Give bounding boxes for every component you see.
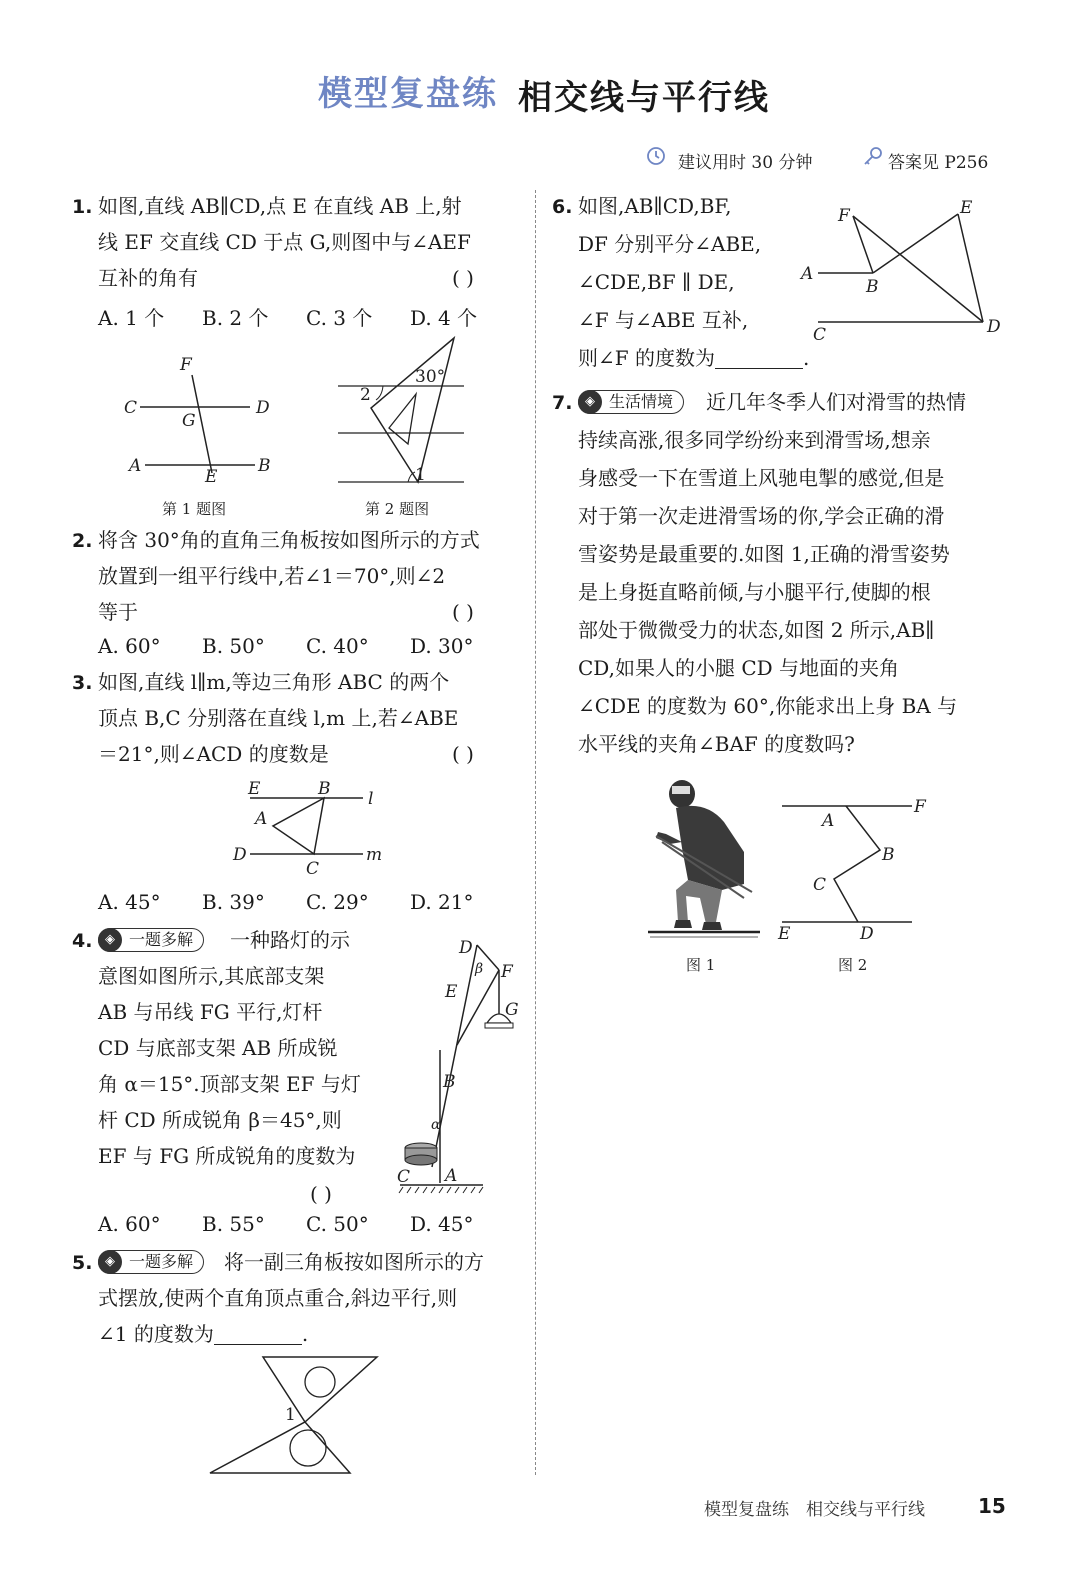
suggested-time: 建议用时 30 分钟 <box>678 153 813 173</box>
q7-number: 7. <box>552 392 573 414</box>
q6-line-4: ∠F 与∠ABE 互补, <box>578 308 749 332</box>
q4-label-d: D <box>459 938 473 958</box>
q5-tag <box>98 1250 204 1274</box>
q5-line-1: 将一副三角板按如图所示的方 <box>224 1250 484 1274</box>
q3-figure <box>228 776 398 880</box>
q3-label-d: D <box>233 845 247 865</box>
q7-line-8: CD,如果人的小腿 CD 与地面的夹角 <box>578 656 900 680</box>
title-section-name: 模型复盘练 <box>318 74 498 114</box>
q4-tag-label: 一题多解 <box>129 930 194 949</box>
q4-line-4: CD 与底部支架 AB 所成锐 <box>98 1036 338 1060</box>
cube-icon: ◈ <box>578 390 602 414</box>
q2-option-a: A. 60° <box>98 634 161 658</box>
q1-label-d: D <box>256 398 270 418</box>
q7-line-7: 部处于微微受力的状态,如图 2 所示,AB∥ <box>578 618 935 642</box>
q7-figure-1-caption: 图 1 <box>686 956 716 974</box>
q5-answer-blank[interactable] <box>214 1322 302 1345</box>
q2-line-2: 放置到一组平行线中,若∠1＝70°,则∠2 <box>98 564 446 588</box>
q2-answer-paren: ( ) <box>452 600 474 624</box>
q4-option-b: B. 55° <box>202 1212 265 1236</box>
footer-text: 模型复盘练 相交线与平行线 <box>704 1500 925 1520</box>
q7-tag-label: 生活情境 <box>609 392 674 411</box>
q7-fig2-label-d: D <box>860 924 874 944</box>
q1-line-2: 线 EF 交直线 CD 于点 G,则图中与∠AEF <box>98 230 471 254</box>
q4-number: 4. <box>72 930 93 952</box>
q3-line-2: 顶点 B,C 分别落在直线 l,m 上,若∠ABE <box>98 706 459 730</box>
q1-label-g: G <box>182 411 196 431</box>
q4-label-beta: β <box>475 961 484 977</box>
q1-option-a: A. 1 个 <box>98 306 165 330</box>
q1-line-3: 互补的角有 <box>98 266 198 290</box>
q7-tag <box>578 390 684 414</box>
q6-line-5 <box>578 340 809 376</box>
q3-label-a: A <box>255 809 268 829</box>
q2-option-c: C. 40° <box>306 634 369 658</box>
q4-line-6: 杆 CD 所成锐角 β＝45°,则 <box>98 1108 342 1132</box>
q1-number: 1. <box>72 196 93 218</box>
q6-line-3: ∠CDE,BF ∥ DE, <box>578 270 735 294</box>
key-icon <box>862 146 884 166</box>
q4-line-1: 一种路灯的示 <box>230 928 350 952</box>
q3-line-1: 如图,直线 l∥m,等边三角形 ABC 的两个 <box>98 670 450 694</box>
q6-label-b: B <box>866 277 879 297</box>
q3-option-a: A. 45° <box>98 890 161 914</box>
q4-line-7: EF 与 FG 所成锐角的度数为 <box>98 1144 356 1168</box>
q4-line-5: 角 α＝15°.顶部支架 EF 与灯 <box>98 1072 361 1096</box>
q7-line-10: 水平线的夹角∠BAF 的度数吗? <box>578 732 855 756</box>
page-title: 相交线与平行线 <box>518 78 770 118</box>
q6-line-5-text: 则∠F 的度数为 <box>578 346 715 370</box>
q1-figure <box>120 350 280 490</box>
q5-figure <box>205 1355 385 1479</box>
q6-label-a: A <box>801 264 814 284</box>
q2-figure <box>338 336 468 486</box>
q2-label-2: 2 <box>360 385 371 405</box>
q3-label-l: l <box>368 789 374 809</box>
q7-fig2-label-f: F <box>914 797 926 817</box>
q4-label-c: C <box>397 1167 411 1187</box>
q6-answer-blank[interactable] <box>715 346 803 369</box>
q3-option-d: D. 21° <box>410 890 474 914</box>
q4-label-a: A <box>445 1166 458 1186</box>
q6-line-1: 如图,AB∥CD,BF, <box>578 194 732 218</box>
q4-label-b: B <box>443 1072 456 1092</box>
q5-line-3-text: ∠1 的度数为 <box>98 1322 214 1346</box>
q7-fig2-label-b: B <box>882 845 895 865</box>
q5-line-2: 式摆放,使两个直角顶点重合,斜边平行,则 <box>98 1286 458 1310</box>
q7-skier-illustration <box>648 772 763 944</box>
q4-line-3: AB 与吊线 FG 平行,灯杆 <box>98 1000 323 1024</box>
q4-option-d: D. 45° <box>410 1212 474 1236</box>
q4-line-2: 意图如图所示,其底部支架 <box>98 964 325 988</box>
q7-line-2: 持续高涨,很多同学纷纷来到滑雪场,想亲 <box>578 428 931 452</box>
q3-answer-paren: ( ) <box>452 742 474 766</box>
q4-figure <box>395 935 525 1205</box>
column-divider <box>535 190 536 1475</box>
q5-end: . <box>301 1322 309 1346</box>
q3-label-c: C <box>306 859 320 879</box>
cube-icon: ◈ <box>98 1250 122 1274</box>
q1-label-b: B <box>258 456 271 476</box>
q4-option-a: A. 60° <box>98 1212 161 1236</box>
q6-label-f: F <box>838 206 850 226</box>
q2-label-30: 30° <box>415 367 446 387</box>
q7-line-6: 是上身挺直略前倾,与小腿平行,使脚的根 <box>578 580 931 604</box>
q2-option-d: D. 30° <box>410 634 474 658</box>
q3-option-b: B. 39° <box>202 890 265 914</box>
q5-number: 5. <box>72 1252 93 1274</box>
q7-line-1: 近几年冬季人们对滑雪的热情 <box>706 390 966 414</box>
q1-label-e: E <box>205 467 218 487</box>
q6-figure <box>798 194 1008 344</box>
q6-number: 6. <box>552 196 573 218</box>
q3-number: 3. <box>72 672 93 694</box>
q4-label-alpha: α <box>431 1117 441 1133</box>
q6-end: . <box>803 346 810 370</box>
q3-line-3: ＝21°,则∠ACD 的度数是 <box>98 742 329 766</box>
q4-label-g: G <box>505 1000 519 1020</box>
q4-label-e: E <box>445 982 458 1002</box>
q1-label-f: F <box>180 355 192 375</box>
q2-figure-caption: 第 2 题图 <box>365 500 430 518</box>
q1-label-c: C <box>124 398 138 418</box>
q7-line-3: 身感受一下在雪道上风驰电掣的感觉,但是 <box>578 466 945 490</box>
q6-label-c: C <box>813 325 827 345</box>
q1-option-b: B. 2 个 <box>202 306 269 330</box>
q6-label-d: D <box>987 317 1001 337</box>
q7-fig2-label-c: C <box>813 875 827 895</box>
q4-option-c: C. 50° <box>306 1212 369 1236</box>
q7-fig2-label-e: E <box>778 924 791 944</box>
q3-label-e: E <box>248 779 261 799</box>
q4-answer-paren: ( ) <box>310 1182 332 1206</box>
q7-line-5: 雪姿势是最重要的.如图 1,正确的滑雪姿势 <box>578 542 950 566</box>
clock-icon <box>646 146 666 166</box>
q7-figure-2 <box>778 792 938 952</box>
q2-label-1: 1 <box>415 465 426 485</box>
q7-figure-2-caption: 图 2 <box>838 956 868 974</box>
q1-option-d: D. 4 个 <box>410 306 478 330</box>
q3-option-c: C. 29° <box>306 890 369 914</box>
answer-reference: 答案见 P256 <box>888 153 989 173</box>
q5-tag-label: 一题多解 <box>129 1252 194 1271</box>
q5-line-3 <box>98 1316 308 1352</box>
q4-label-f: F <box>501 962 513 982</box>
cube-icon: ◈ <box>98 928 122 952</box>
q3-label-m: m <box>366 845 383 865</box>
q7-fig2-label-a: A <box>822 811 835 831</box>
q1-label-a: A <box>129 456 142 476</box>
q2-option-b: B. 50° <box>202 634 265 658</box>
q6-line-2: DF 分别平分∠ABE, <box>578 232 762 256</box>
q7-line-4: 对于第一次走进滑雪场的你,学会正确的滑 <box>578 504 945 528</box>
q5-label-1: 1 <box>285 1405 296 1425</box>
q1-line-1: 如图,直线 AB∥CD,点 E 在直线 AB 上,射 <box>98 194 462 218</box>
page-number: 15 <box>978 1494 1006 1518</box>
q3-label-b: B <box>318 779 331 799</box>
q7-line-9: ∠CDE 的度数为 60°,你能求出上身 BA 与 <box>578 694 958 718</box>
q2-line-3: 等于 <box>98 600 138 624</box>
q2-number: 2. <box>72 530 93 552</box>
q1-answer-paren: ( ) <box>452 266 474 290</box>
q6-label-e: E <box>960 198 973 218</box>
q2-line-1: 将含 30°角的直角三角板按如图所示的方式 <box>98 528 480 552</box>
q4-tag <box>98 928 204 952</box>
q1-figure-caption: 第 1 题图 <box>162 500 227 518</box>
q1-option-c: C. 3 个 <box>306 306 373 330</box>
